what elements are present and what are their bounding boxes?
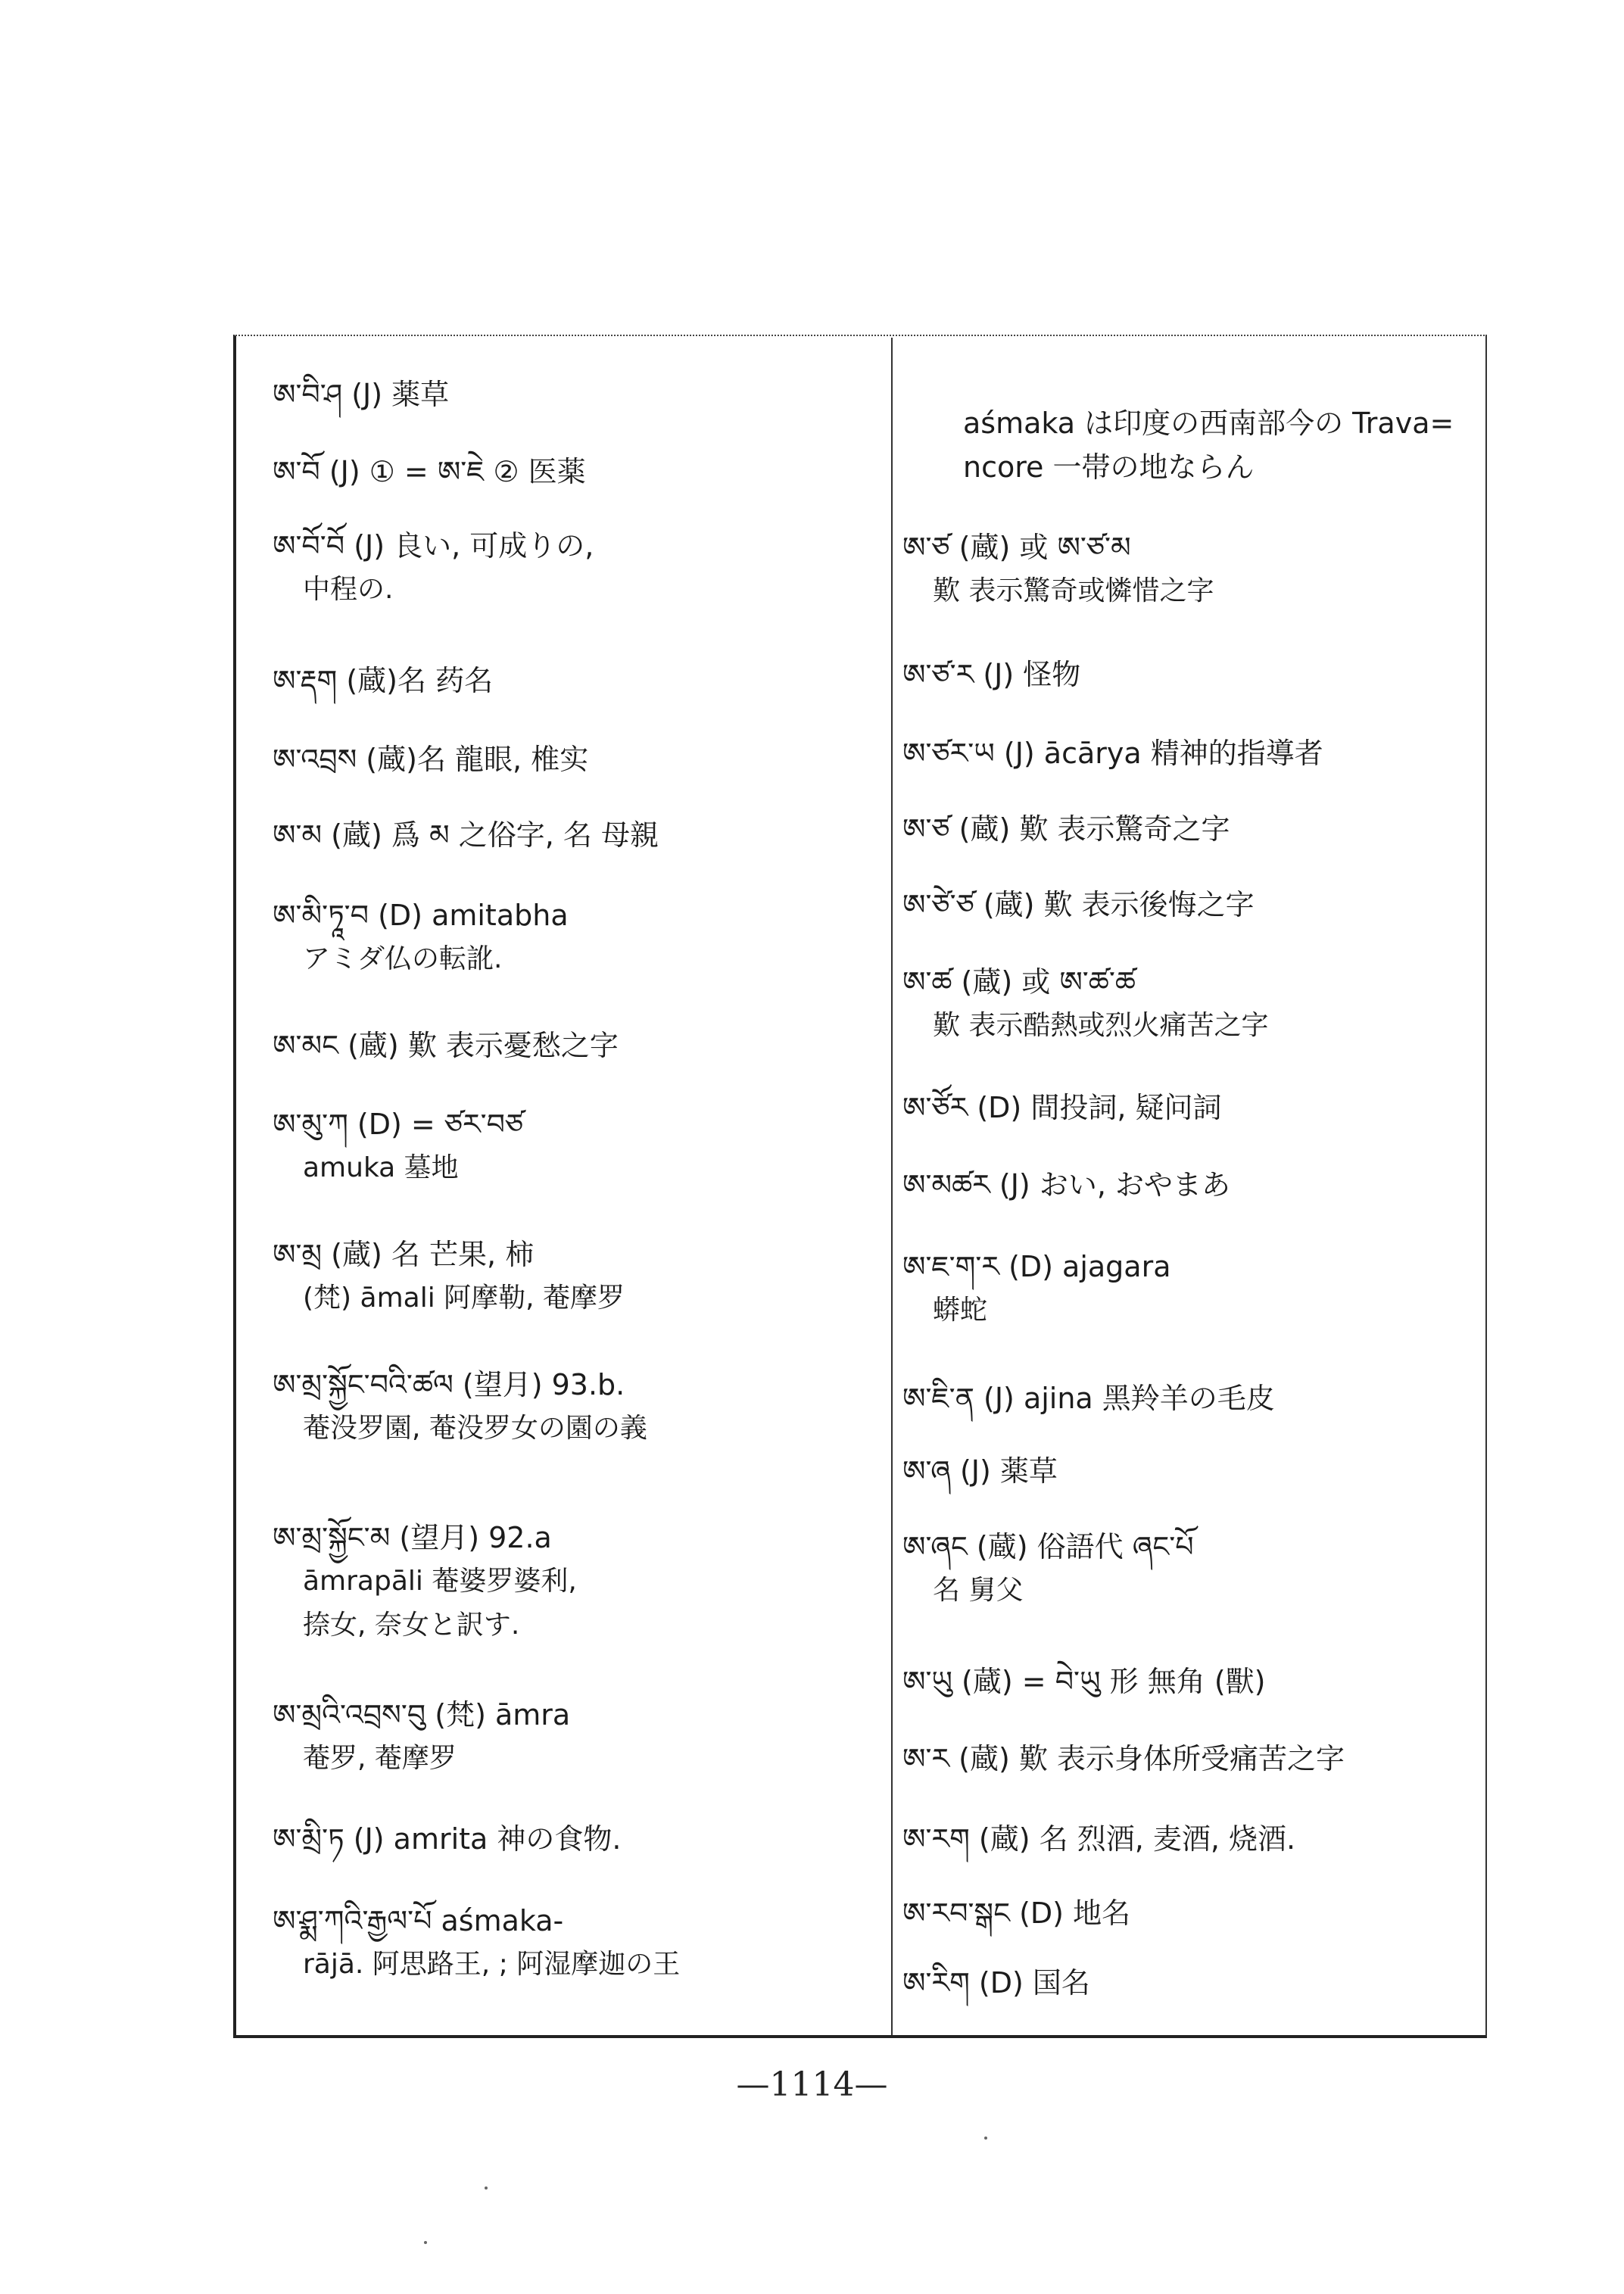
dictionary-entry (902, 525, 1214, 613)
entry-headword: ཨ་ཤྨ་ཀའི་རྒྱལ་པོ aśmaka- (273, 1904, 564, 1937)
dictionary-entry (273, 659, 493, 703)
entry-continuation: 歎 表示酷熱或烈火痛苦之字 (933, 1010, 1269, 1041)
entry-continuation: 名 舅父 (933, 1575, 1024, 1606)
scan-speck (984, 2137, 987, 2140)
entry-headword: ཨ་མང (蔵) 歎 表示憂愁之字 (273, 1029, 619, 1062)
entry-continuation: amuka 墓地 (303, 1152, 459, 1183)
dictionary-entry (963, 401, 1454, 489)
dictionary-entry (273, 1233, 625, 1320)
entry-headword: ཨ་མྲ་སྐྱོང་མ (望月) 92.a (273, 1521, 552, 1554)
entry-headword: ཨ་རིག (D) 国名 (902, 1966, 1090, 1999)
entry-headword: ཨ་ཙར་ཡ (J) ācārya 精神的指導者 (902, 737, 1323, 770)
dictionary-entry (902, 1961, 1090, 2005)
dictionary-entry (902, 807, 1230, 851)
dictionary-entry (902, 1086, 1222, 1130)
entry-headword: ཨ་ཙ (蔵) 或 ཨ་ཙ་མ (902, 531, 1131, 564)
entry-headword: ཨ་ཇ་ག་ར (D) ajagara (902, 1250, 1171, 1283)
entry-headword: ཨ་ཞང (蔵) 俗語代 ཞང་པོ (902, 1530, 1194, 1563)
dictionary-entry (902, 653, 1080, 697)
entry-headword: ཨ་ཡུ (蔵) = བེ་ཡུ 形 無角 (獸) (902, 1665, 1266, 1698)
entry-headword: ཨ་མྲ་སྐྱོང་བའི་ཚལ (望月) 93.b. (273, 1368, 625, 1401)
dictionary-entry (902, 1891, 1130, 1935)
dictionary-entry (902, 1376, 1275, 1420)
entry-headword: ཨ་བོ་བོ (J) 良い, 可成りの, (273, 529, 594, 563)
dictionary-entry (902, 1245, 1171, 1332)
page-number: —1114— (736, 2065, 888, 2104)
dictionary-entry (273, 1817, 622, 1861)
entry-continuation: 菴没罗園, 菴没罗女の園の義 (303, 1413, 647, 1444)
dictionary-entry (902, 731, 1323, 775)
entry-headword: ཨ་ཇི་ན (J) ajina 黑羚羊の毛皮 (902, 1382, 1275, 1415)
entry-headword: ཨ་ཚ (蔵) 或 ཨ་ཚ་ཚ (902, 965, 1136, 999)
entry-headword: ཨ་ཙ (蔵) 歎 表示驚奇之字 (902, 812, 1230, 846)
dictionary-entry (902, 1817, 1295, 1861)
entry-continuation: 菴罗, 菴摩罗 (303, 1743, 457, 1774)
dictionary-entry (902, 1163, 1230, 1207)
dictionary-entry (902, 1737, 1345, 1781)
entry-headword: ཨ་མྲའི་འབྲས་བུ (梵) āmra (273, 1698, 571, 1731)
entry-headword: ཨ་མྲ (蔵) 名 芒果, 柿 (273, 1238, 535, 1271)
entry-headword: ཨ་བོ (J) ① = ཨ་ཇེ ② 医薬 (273, 455, 586, 488)
dictionary-entry (273, 737, 588, 781)
entry-headword: ཨ་ཞ (J) 薬草 (902, 1454, 1058, 1488)
dictionary-entry (273, 893, 569, 981)
entry-headword: ཨ་རབ་སྒང (D) 地名 (902, 1897, 1131, 1930)
dictionary-entry (902, 960, 1268, 1048)
entry-headword: ཨ་ཙ་ར (J) 怪物 (902, 658, 1081, 691)
entry-continuation: ncore 一帯の地ならん (963, 450, 1255, 484)
dictionary-entry (902, 883, 1255, 927)
entry-continuation: (梵) āmali 阿摩勒, 菴摩罗 (303, 1283, 625, 1314)
dictionary-entry (273, 1024, 619, 1068)
entry-headword: ཨ་འབྲས (蔵)名 龍眼, 椎实 (273, 743, 589, 776)
entry-continuation: 捺女, 奈女と訳す. (303, 1610, 520, 1641)
entry-text: aśmaka は印度の西南部今の Trava= (963, 407, 1454, 440)
entry-headword: ཨ་མྲི་ཏ (J) amrita 神の食物. (273, 1822, 622, 1856)
dictionary-entry (902, 1449, 1058, 1493)
entry-continuation: 中程の. (303, 574, 394, 605)
dictionary-entry (273, 1899, 680, 1987)
entry-headword: ཨ་མུ་ཀ (D) = ཙར་བཙ (273, 1108, 524, 1141)
scan-speck (485, 2186, 488, 2190)
entry-continuation: rājā. 阿思路王, ; 阿湿摩迦の王 (303, 1949, 681, 1980)
entry-continuation: āmrapāli 菴婆罗婆利, (303, 1566, 577, 1597)
entry-continuation: 蟒蛇 (933, 1295, 988, 1326)
entry-headword: ཨ་མ (蔵) 爲 མ 之俗字, 名 母親 (273, 818, 659, 852)
dictionary-entry (902, 1660, 1265, 1703)
dictionary-entry (273, 1693, 570, 1781)
entry-headword: ཨ་ཙེ་ཙ (蔵) 歎 表示後悔之字 (902, 888, 1255, 921)
entry-headword: ཨ་ཙོར (D) 間投詞, 疑问詞 (902, 1091, 1222, 1124)
scan-speck (424, 2241, 427, 2244)
entry-headword: ཨ་ར (蔵) 歎 表示身体所受痛苦之字 (902, 1742, 1345, 1775)
entry-headword: ཨ་མཚར (J) おい, おやまあ (902, 1168, 1230, 1202)
dictionary-entry (273, 1102, 523, 1190)
dictionary-entry (902, 1525, 1194, 1613)
dictionary-entry (273, 372, 449, 416)
entry-continuation: アミダ仏の転訛. (303, 943, 503, 974)
entry-headword: ཨ་བི་ཤ (J) 薬草 (273, 378, 450, 411)
dictionary-entry (273, 813, 659, 857)
entry-headword: ཨ་རག (蔵) 名 烈酒, 麦酒, 烧酒. (902, 1822, 1296, 1856)
dictionary-entry (273, 450, 586, 494)
entry-headword: ཨ་མི་ཏཱ་བ (D) amitabha (273, 899, 569, 932)
column-divider (891, 338, 893, 2035)
dictionary-entry (273, 524, 594, 612)
entry-continuation: 歎 表示驚奇或憐惜之字 (933, 575, 1214, 606)
dictionary-entry (273, 1363, 647, 1451)
dictionary-entry (273, 1516, 577, 1647)
entry-headword: ཨ་རྡག (蔵)名 药名 (273, 664, 494, 697)
